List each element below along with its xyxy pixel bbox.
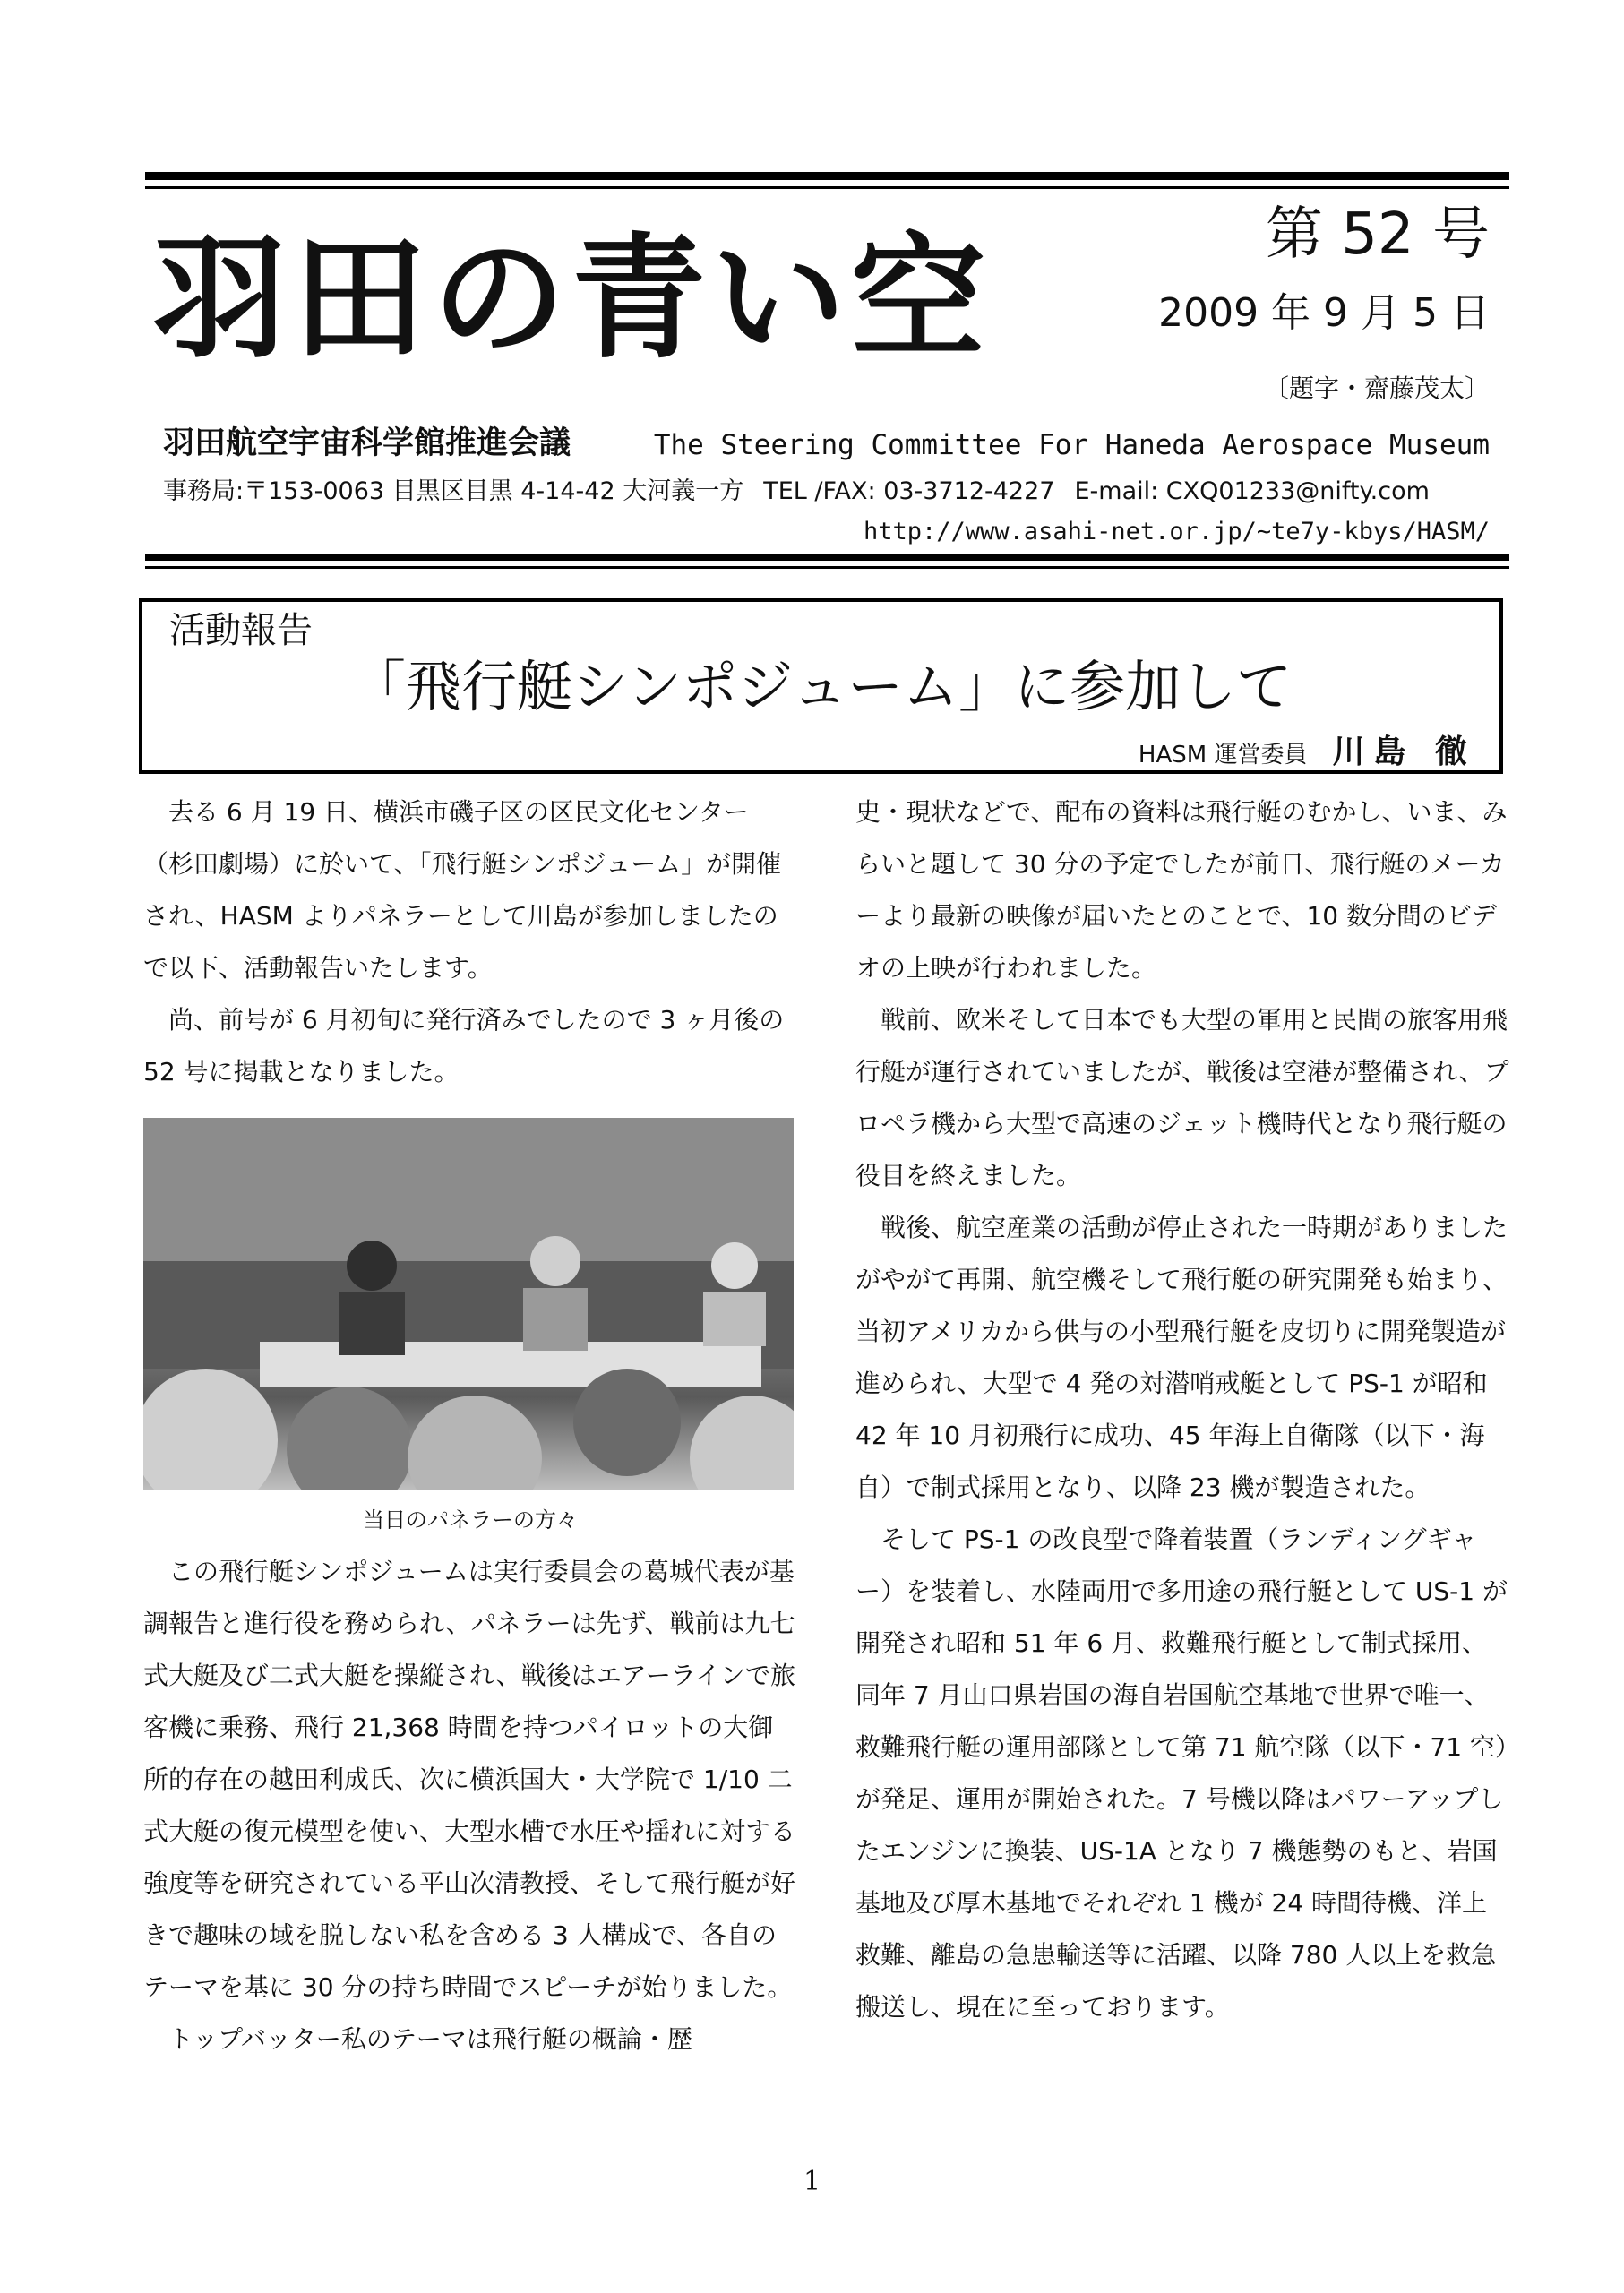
byline-name: 川島 徹	[1332, 734, 1476, 770]
paragraph: この飛行艇シンポジュームは実行委員会の葛城代表が基調報告と進行役を務められ、パネラーは先ず、戦前は九七式大艇及び二式大艇を操縦され、戦後はエアーラインで旅客機に乗務、飛行 21,368 時間を持つパイロットの大御所的存在の越田利成氏、次に横浜国大・大学院で 1/10 二式大艇の復元模型を使い、大型水槽で水圧や揺れに対する強度等を研究されている平山次清教授、そして飛行艇が好きで趣味の域を脱しない私を含める 3 人構成で、各自のテーマを基に 30 分の持ち時間でスピーチが始りました。	[143, 1557, 796, 2002]
headline-box	[139, 598, 1503, 774]
issue-date: 2009 年 9 月 5 日	[1158, 290, 1490, 336]
paragraph: 史・現状などで、配布の資料は飛行艇のむかし、いま、みらいと題して 30 分の予定でしたが前日、飛行艇のメーカーより最新の映像が届いたとのことで、10 数分間のビデオの上映が行われました。	[855, 797, 1508, 983]
article-byline	[1139, 736, 1476, 769]
office-contact	[163, 479, 1430, 503]
photo-illustration	[143, 1118, 794, 1490]
article-headline: 「飛行艇シンポジューム」に参加して	[349, 654, 1293, 719]
masthead-rule-thick	[145, 554, 1509, 561]
organization-name-en: The Steering Committee For Haneda Aerospace Museum	[653, 429, 1490, 461]
paragraph: 戦後、航空産業の活動が停止された一時期がありましたがやがて再開、航空機そして飛行艇の研究開発も始まり、当初アメリカから供与の小型飛行艇を皮切りに開発製造が進められ、大型で 4 発の対潜哨戒艇として PS-1 が昭和 42 年 10 月初飛行に成功、45 年海上自衛隊（以下・海自）で制式採用となり、以降 23 機が製造された。	[855, 1213, 1508, 1502]
organization-name-jp: 羽田航空宇宙科学館推進会議	[163, 425, 571, 461]
office-tel: TEL /FAX: 03-3712-4227	[763, 477, 1055, 505]
article-figure	[143, 1118, 797, 1533]
article-column-right	[855, 786, 1509, 2033]
office-email: E-mail: CXQ01233@nifty.com	[1074, 477, 1430, 505]
paragraph: 尚、前号が 6 月初旬に発行済みでしたので 3 ヶ月後の 52 号に掲載となりました。	[143, 1005, 785, 1086]
issue-number: 第 52 号	[1265, 202, 1490, 268]
masthead-rule-thin	[145, 566, 1509, 569]
article-category: 活動報告	[169, 610, 313, 651]
page-number: 1	[803, 2166, 821, 2197]
masthead-title: 羽田の青い空	[152, 219, 992, 377]
paragraph: そして PS-1 の改良型で降着装置（ランディングギャー）を装着し、水陸両用で多用途の飛行艇として US-1 が開発され昭和 51 年 6 月、救難飛行艇として制式採用、同年 7 月山口県岩国の海自岩国航空基地で世界で唯一、救難飛行艇の運用部隊として第 71 航空隊（以下・71 空）が発足、運用が開始された。7 号機以降はパワーアップしたエンジンに換装、US-1A となり 7 機態勢のもと、岩国基地及び厚木基地でそれぞれ 1 機が 24 時間待機、洋上救難、離島の急患輸送等に活躍、以降 780 人以上を救急搬送し、現在に至っております。	[855, 1524, 1508, 2022]
article-column-left	[143, 786, 797, 2065]
top-rule-thick	[145, 172, 1509, 180]
calligrapher-credit: 〔題字・齋藤茂太〕	[1263, 374, 1490, 403]
website-url: http://www.asahi-net.or.jp/~te7y-kbys/HASM/	[864, 518, 1490, 545]
paragraph: トップバッター私のテーマは飛行艇の概論・歴	[168, 2024, 692, 2054]
office-address: 事務局:〒153-0063 目黒区目黒 4-14-42 大河義一方	[163, 477, 744, 505]
panelists-photo	[143, 1118, 794, 1490]
byline-role: HASM 運営委員	[1138, 742, 1308, 769]
paragraph: 戦前、欧米そして日本でも大型の軍用と民間の旅客用飛行艇が運行されていましたが、戦後は空港が整備され、プロペラ機から大型で高速のジェット機時代となり飛行艇の役目を終えました。	[855, 1005, 1509, 1190]
paragraph: 去る 6 月 19 日、横浜市磯子区の区民文化センター（杉田劇場）に於いて、「飛行艇シンポジューム」が開催され、HASM よりパネラーとして川島が参加しましたので以下、活動報告いたします。	[143, 797, 782, 983]
photo-caption: 当日のパネラーの方々	[363, 1507, 578, 1533]
top-rule-thin	[145, 186, 1509, 189]
